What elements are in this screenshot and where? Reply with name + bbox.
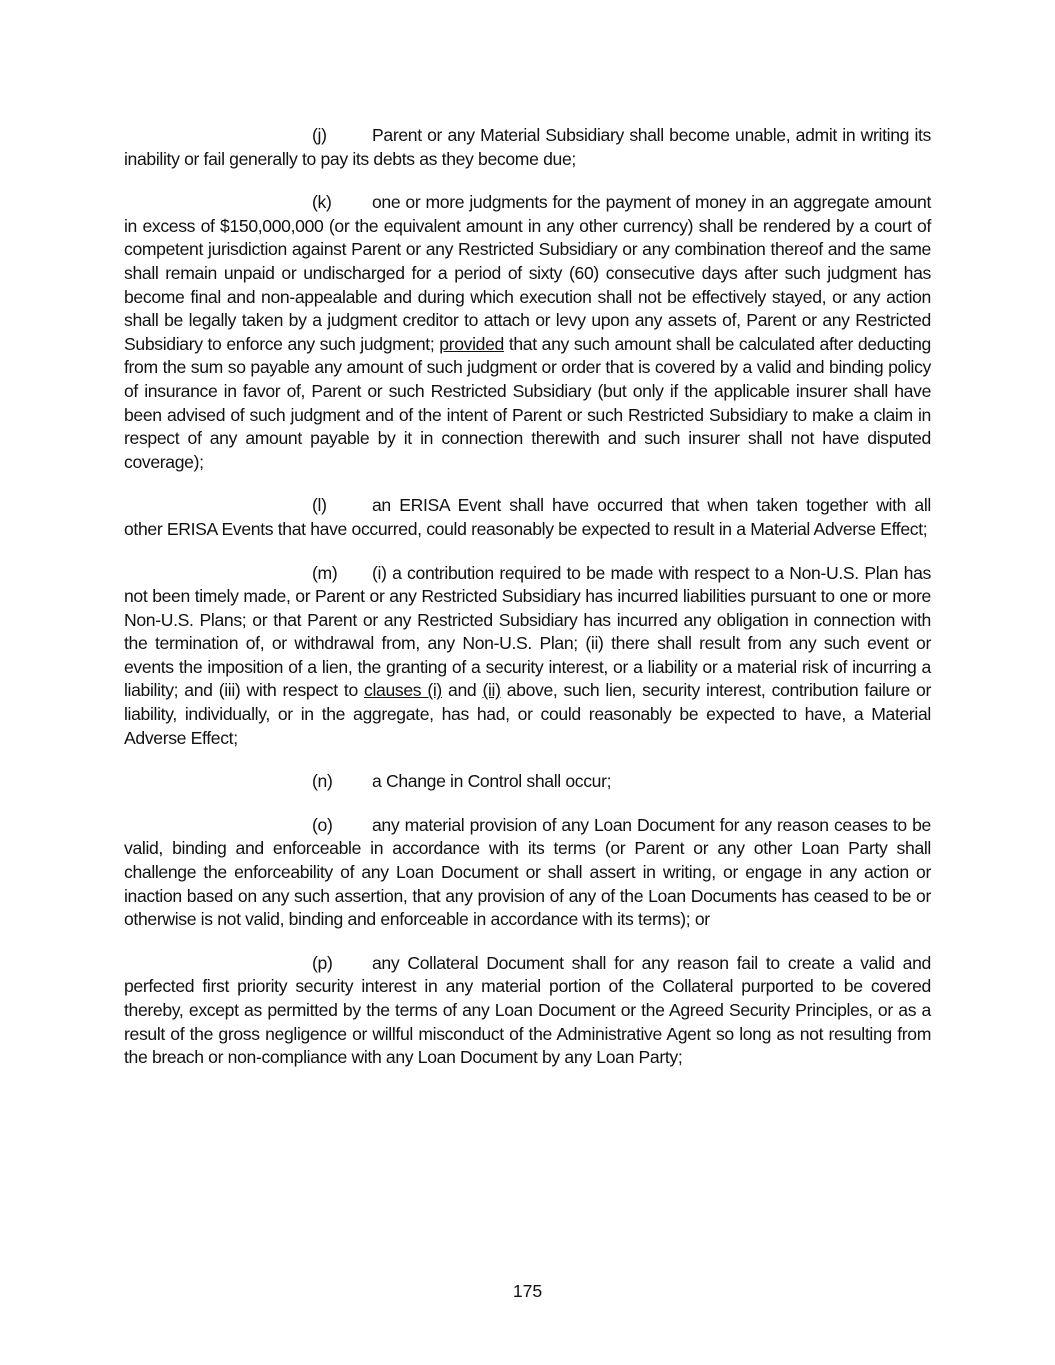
clause-label: (j) <box>312 125 327 145</box>
clause-text: an ERISA Event shall have occurred that when taken together with all other ERISA Events that have occurred, could reasonably be expected to result in a Material Adverse Effect; <box>124 495 931 539</box>
clause-text-cont: that any such amount shall be calculated after deducting from the sum so payable any amount of such judgment or order that is covered by a valid and binding policy of insurance in favor of, Parent or such Restricted Subsidiary (but only if the applicable insurer shall have been advised of such judgment and of the intent of Parent or such Restricted Subsidiary to make a claim in respect of any amount payable by it in connection therewith and such insurer shall not have disputed coverage); <box>124 333 931 472</box>
defined-term-provided: provided <box>439 333 504 354</box>
clause-label: (l) <box>312 495 327 516</box>
cross-ref-ii: (ii) <box>482 680 501 701</box>
paragraph-o <box>124 814 931 932</box>
clause-text: (i) a contribution required to be made with respect to a Non-U.S. Plan has not been timely made, or Parent or any Restricted Subsidiary has incurred liabilities pursuant to one or more Non-U.S. Plans; or that Parent or any Restricted Subsidiary has incurred any obligation in connection with the termination of, or withdrawal from, any Non-U.S. Plan; (ii) there shall result from any such event or events the imposition of a lien, the granting of a security interest, or a liability or a material risk of incurring a liability; and (iii) with respect to <box>124 562 931 701</box>
clause-text: any material provision of any Loan Document for any reason ceases to be valid, binding and enforceable in accordance with its terms (or Parent or any other Loan Party shall challenge the enforceability of any Loan Document or shall assert in writing, or engage in any action or inaction based on any such assertion, that any provision of any of the Loan Documents has ceased to be or otherwise is not valid, binding and enforceable in accordance with its terms); or <box>124 814 931 930</box>
paragraph-k <box>124 191 931 474</box>
paragraph-n <box>124 770 931 794</box>
clause-text-cont: above, such lien, security interest, contribution failure or liability, individually, or in the aggregate, has had, or could reasonably be expected to have, a Material Adverse Effect; <box>124 680 931 748</box>
clause-text: Parent or any Material Subsidiary shall become unable, admit in writing its inability or fail generally to pay its debts as they become due; <box>124 125 931 169</box>
clause-label: (k) <box>312 192 332 213</box>
clause-text: a Change in Control shall occur; <box>372 771 612 792</box>
clause-text: one or more judgments for the payment of money in an aggregate amount in excess of $150,000,000 (or the equivalent amount in any other currency) shall be rendered by a court of competent jurisdiction against Parent or any Restricted Subsidiary or any combination thereof and the same shall remain unpaid or undischarged for a period of sixty (60) consecutive days after such judgment has become final and non-appealable and during which execution shall not be effectively stayed, or any action shall be legally taken by a judgment creditor to attach or levy upon any assets of, Parent or any Restricted Subsidiary to enforce any such judgment; <box>124 192 931 354</box>
paragraph-j <box>124 124 931 171</box>
clause-text: any Collateral Document shall for any reason fail to create a valid and perfected first priority security interest in any material portion of the Collateral purported to be covered thereby, except as permitted by the terms of any Loan Document or the Agreed Security Principles, or as a result of the gross negligence or willful misconduct of the Administrative Agent so long as not resulting from the breach or non-compliance with any Loan Document by any Loan Party; <box>124 952 931 1068</box>
paragraph-m <box>124 562 931 751</box>
paragraph-l <box>124 494 931 541</box>
document-page <box>124 124 931 1090</box>
paragraph-p <box>124 952 931 1070</box>
clause-label: (o) <box>312 814 333 835</box>
cross-ref-clauses-i: clauses (i) <box>364 680 442 701</box>
page-number: 175 <box>512 1281 543 1301</box>
clause-label: (n) <box>312 771 333 792</box>
clause-text-cont: and <box>441 680 483 701</box>
clause-label: (m) <box>312 562 338 583</box>
clause-label: (p) <box>312 952 333 973</box>
